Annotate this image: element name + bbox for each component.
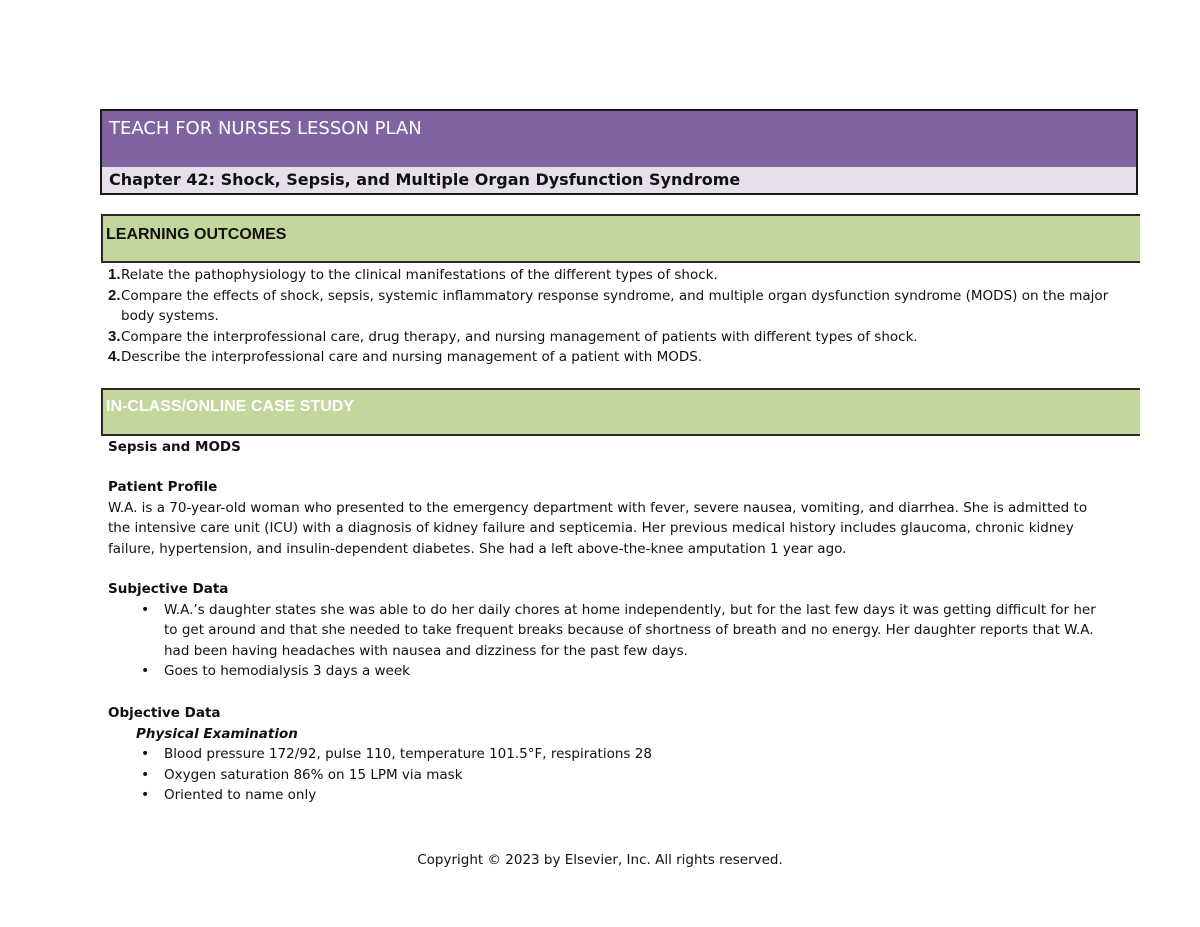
- outcome-item: [108, 347, 1118, 368]
- outcome-number: 3.: [108, 327, 121, 345]
- subjective-data-heading: Subjective Data: [108, 581, 229, 597]
- list-item: • Goes to hemodialysis 3 days a week: [108, 661, 1098, 682]
- outcome-item: [108, 265, 1118, 286]
- objective-data-section: [108, 703, 1098, 806]
- learning-outcomes-list: [108, 265, 1118, 368]
- subjective-data-list: [108, 600, 1098, 682]
- lesson-plan-header: [100, 109, 1138, 195]
- list-item: • W.A.’s daughter states she was able to do her daily chores at home independently, but for the last few days it was getting difficult for her to get around and that she needed to take frequent breaks because of shortness of breath and no energy. Her daughter reports that W.A. had been having headaches with nausea and dizziness for the past few days.: [108, 600, 1098, 662]
- outcome-number: 2.: [108, 286, 121, 304]
- objective-data-list: [108, 744, 1098, 806]
- outcome-text: Compare the interprofessional care, drug therapy, and nursing management of patients with different types of shock.: [121, 328, 918, 345]
- chapter-title: Chapter 42: Shock, Sepsis, and Multiple Organ Dysfunction Syndrome: [102, 167, 1136, 193]
- list-item: • Blood pressure 172/92, pulse 110, temperature 101.5°F, respirations 28: [108, 744, 1098, 765]
- case-study-title: Sepsis and MODS: [108, 439, 241, 455]
- physical-exam-heading: Physical Examination: [136, 725, 298, 742]
- patient-profile-heading: Patient Profile: [108, 479, 218, 495]
- lesson-plan-title: TEACH FOR NURSES LESSON PLAN: [102, 111, 1136, 169]
- outcome-item: [108, 286, 1118, 327]
- outcome-number: 4.: [108, 348, 121, 365]
- outcome-text: Compare the effects of shock, sepsis, systemic inflammatory response syndrome, and multiple organ dysfunction syndrome (MODS) on the major body systems.: [121, 287, 1109, 324]
- subjective-data-section: [108, 579, 1098, 682]
- outcome-item: [108, 327, 1118, 348]
- case-study-heading: IN-CLASS/ONLINE CASE STUDY: [101, 388, 1140, 436]
- objective-data-heading: Objective Data: [108, 705, 221, 721]
- list-item: • Oxygen saturation 86% on 15 LPM via mask: [108, 765, 1098, 786]
- learning-outcomes-heading: LEARNING OUTCOMES: [101, 214, 1140, 263]
- outcome-text: Describe the interprofessional care and nursing management of a patient with MODS.: [121, 349, 703, 365]
- outcome-number: 1.: [108, 266, 121, 283]
- copyright-footer: Copyright © 2023 by Elsevier, Inc. All rights reserved.: [417, 852, 783, 868]
- patient-profile-section: [108, 477, 1108, 559]
- list-item: • Oriented to name only: [108, 785, 1098, 806]
- patient-profile-text: W.A. is a 70-year-old woman who presented to the emergency department with fever, severe nausea, vomiting, and diarrhea. She is admitted to the intensive care unit (ICU) with a diagnosis of kidney failure and septicemia. Her previous medical history includes glaucoma, chronic kidney failure, hypertension, and insulin-dependent diabetes. She had a left above-the-knee amputation 1 year ago.: [108, 499, 1088, 557]
- outcome-text: Relate the pathophysiology to the clinical manifestations of the different types of shock.: [121, 267, 718, 283]
